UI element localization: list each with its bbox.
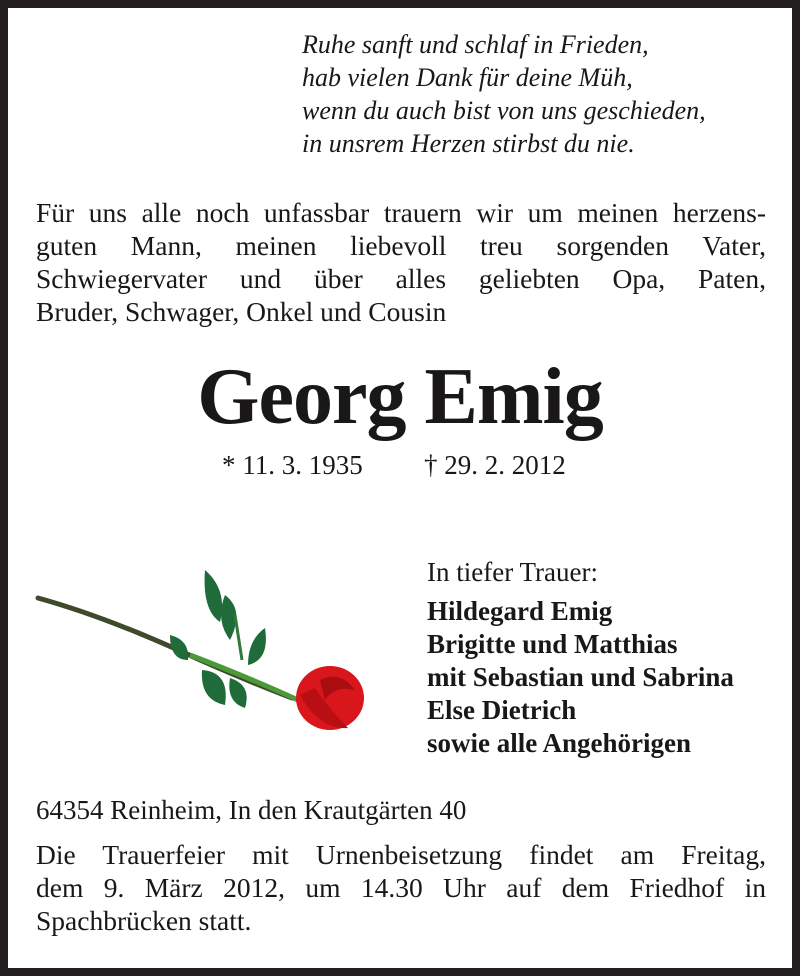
intro-line: Bruder, Schwager, Onkel und Cousin <box>36 296 447 327</box>
intro-text <box>36 196 766 328</box>
deceased-name: Georg Emig <box>197 353 603 441</box>
birth-date: * 11. 3. 1935 <box>222 450 363 480</box>
intro-line: Für uns alle noch unfassbar trauern wir um meinen herzens- <box>36 197 766 228</box>
funeral-info <box>36 838 766 937</box>
intro-line: guten Mann, meinen liebevoll treu sorgenden Vater, <box>36 230 766 261</box>
mourner-name: Hildegard Emig <box>427 596 613 626</box>
mourner-name: sowie alle Angehörigen <box>427 728 691 758</box>
mourner-name: Else Dietrich <box>427 695 577 725</box>
poem-line: in unsrem Herzen stirbst du nie. <box>302 129 635 158</box>
funeral-line: Die Trauerfeier mit Urnenbeisetzung findet am Freitag, <box>36 839 766 870</box>
poem-line: hab vielen Dank für deine Müh, <box>302 63 633 92</box>
death-date: † 29. 2. 2012 <box>424 450 566 480</box>
poem <box>302 28 706 160</box>
rose-image <box>30 560 370 740</box>
mourner-name: Brigitte und Matthias <box>427 629 678 659</box>
mourners-block <box>427 556 734 760</box>
poem-line: wenn du auch bist von uns geschieden, <box>302 96 706 125</box>
mourners-heading: In tiefer Trauer: <box>427 557 598 587</box>
poem-line: Ruhe sanft und schlaf in Frieden, <box>302 30 649 59</box>
address: 64354 Reinheim, In den Krautgärten 40 <box>36 795 467 825</box>
funeral-line: Spachbrücken statt. <box>36 905 252 936</box>
intro-line: Schwiegervater und über alles geliebten Opa, Paten, <box>36 263 766 294</box>
funeral-line: dem 9. März 2012, um 14.30 Uhr auf dem Friedhof in <box>36 872 766 903</box>
mourner-name: mit Sebastian und Sabrina <box>427 662 734 692</box>
